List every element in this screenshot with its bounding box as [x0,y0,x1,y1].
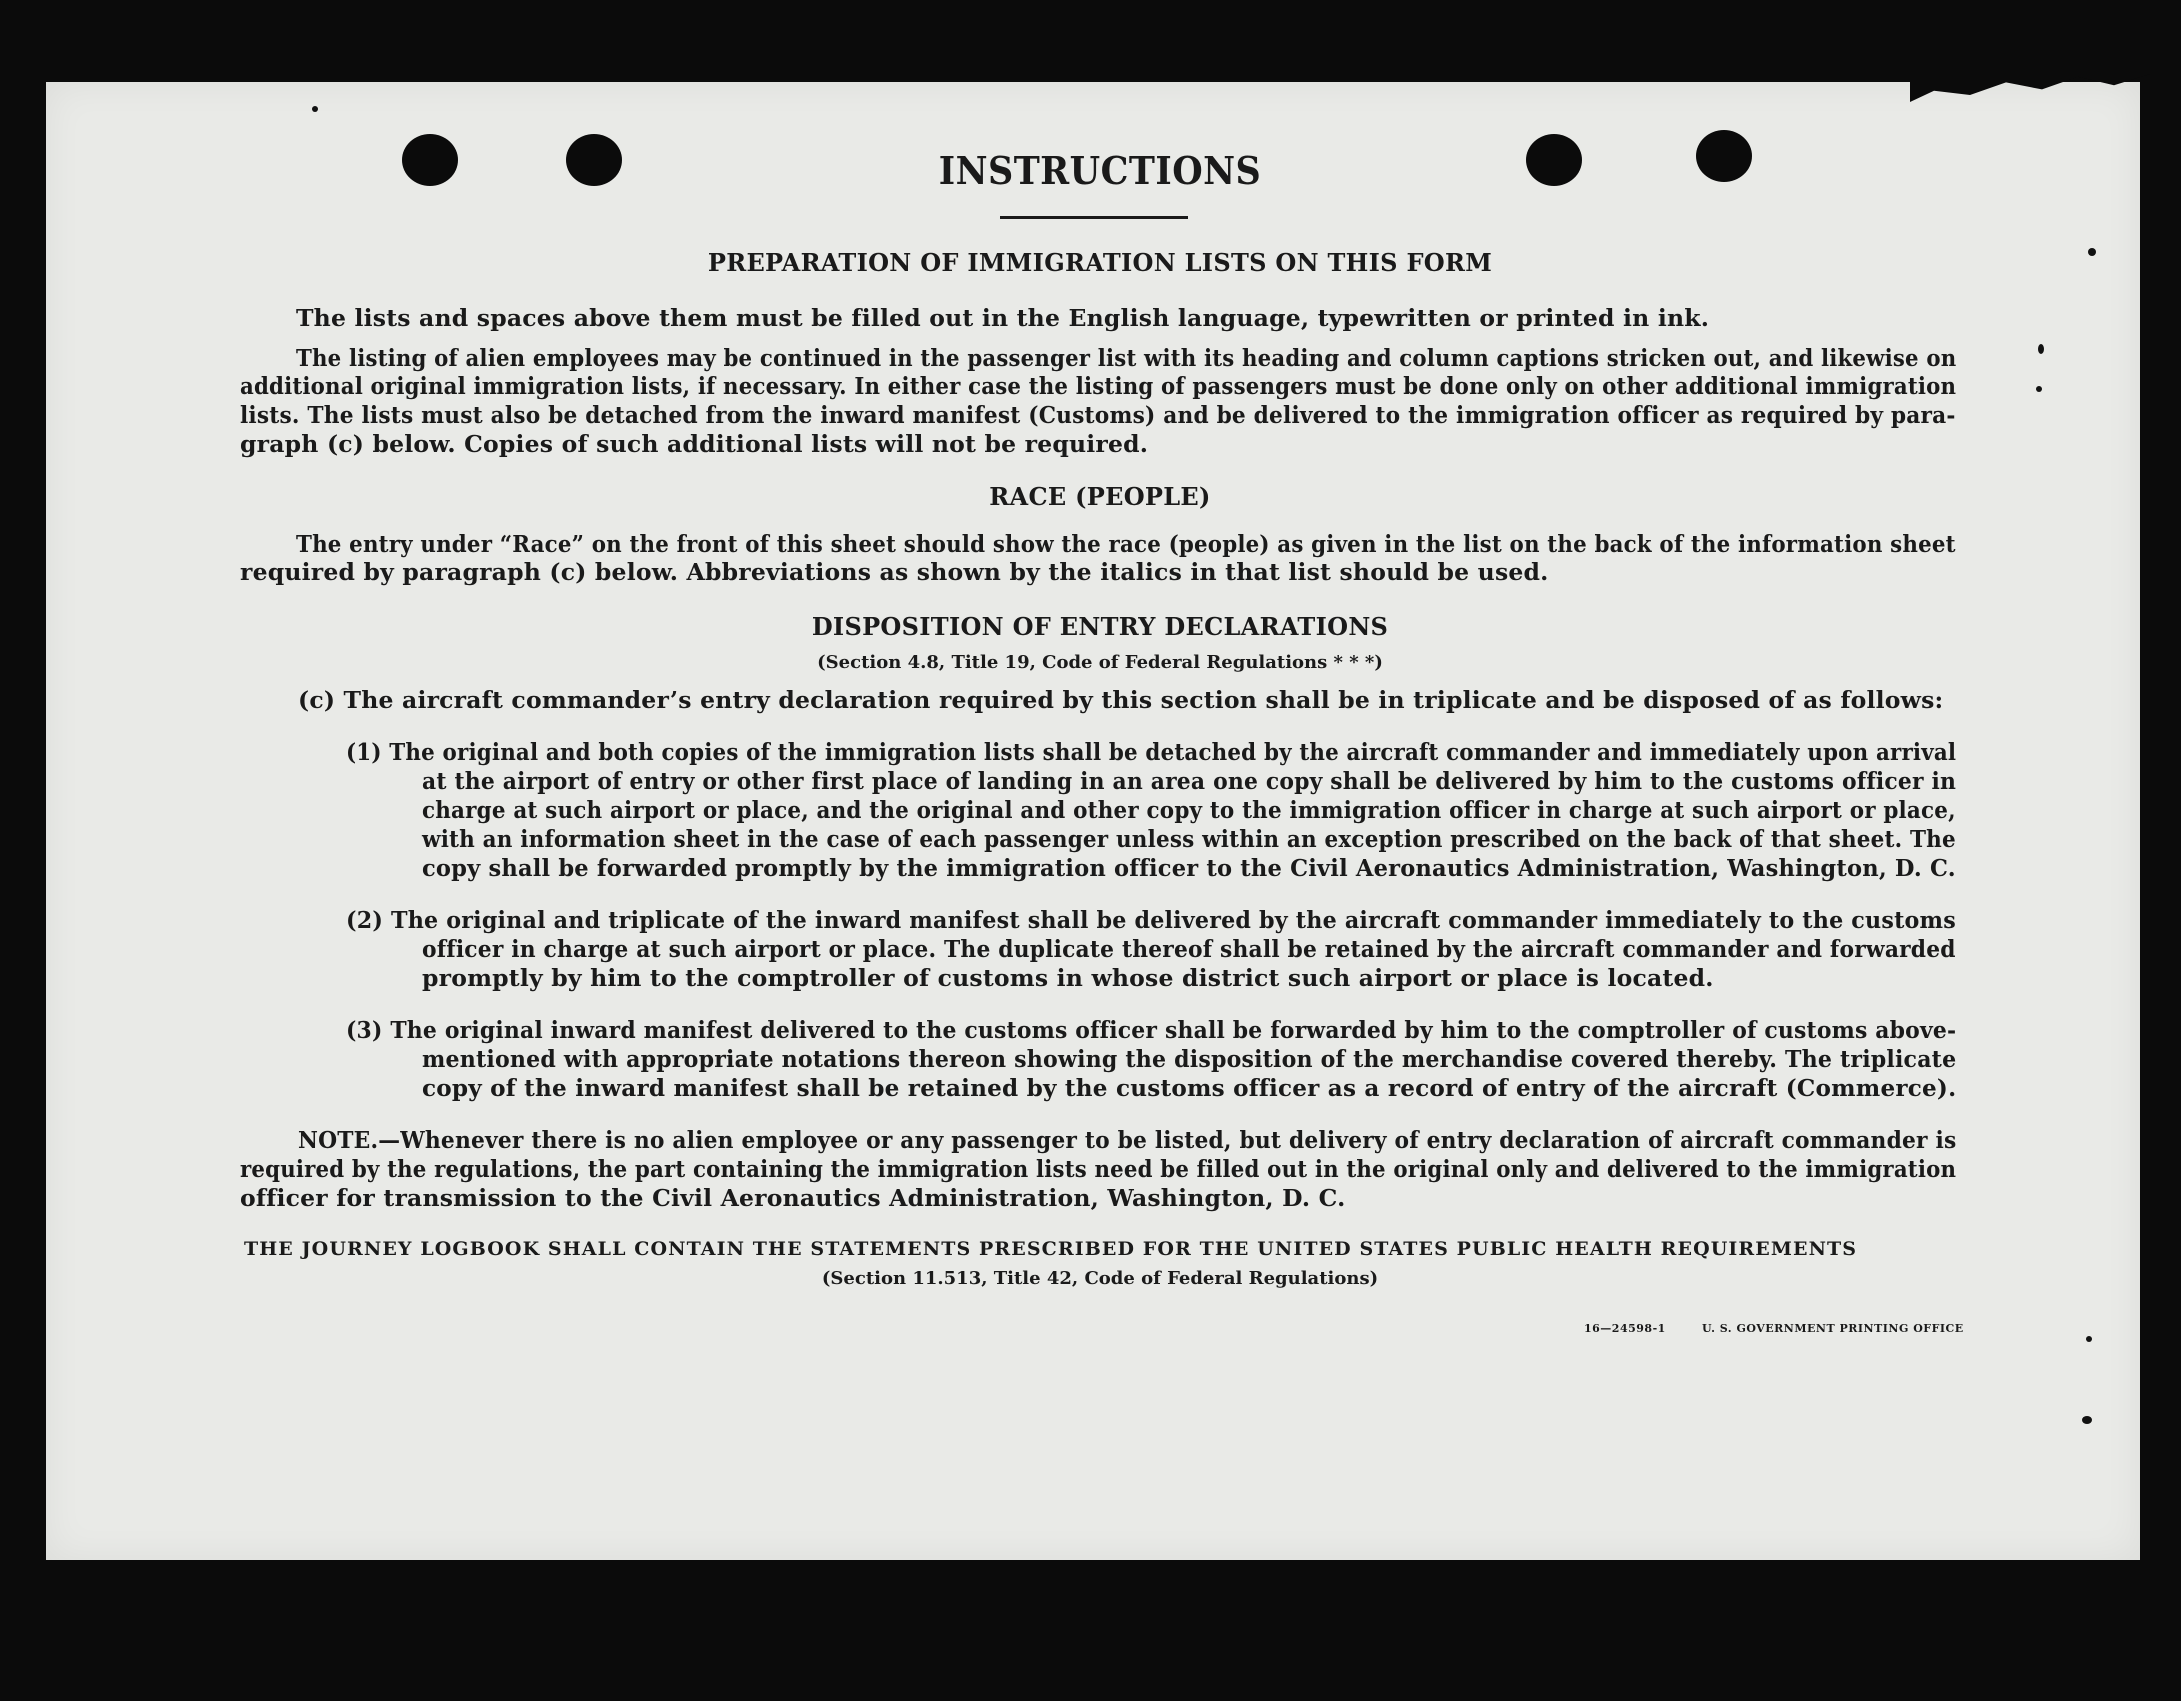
section-heading-preparation: PREPARATION OF IMMIGRATION LISTS ON THIS FORM [707,248,1493,277]
note-line: NOTE.—Whenever there is no alien employee or any passenger to be listed, but delivery of entry declaration of aircraft commander is [298,1126,1957,1154]
section-heading-disposition: DISPOSITION OF ENTRY DECLARATIONS [811,612,1389,641]
item-1-line: copy shall be forwarded promptly by the immigration officer to the Civil Aeronautics Administration, Washington, D. C. [422,854,1956,882]
print-code: 16—24598-1 [1584,1322,1666,1335]
paragraph-line: additional original immigration lists, if necessary. In either case the listing of passengers must be done only on other additional immigration [240,372,1957,400]
item-1-line: charge at such airport or place, and the original and other copy to the immigration officer in charge at such airport or place, [422,796,1956,824]
punch-hole [1526,134,1582,186]
speck [2086,1336,2092,1342]
paragraph-line: The entry under “Race” on the front of this sheet should show the race (people) as given in the list on the back of the information sheet [296,530,1956,558]
speck [312,106,318,112]
document-title: INSTRUCTIONS [938,148,1262,193]
item-3-line: (3) The original inward manifest delivered to the customs officer shall be forwarded by him to the comptroller of customs above- [346,1016,1957,1044]
footer-requirement: THE JOURNEY LOGBOOK SHALL CONTAIN THE STATEMENTS PRESCRIBED FOR THE UNITED STATES PUBLIC HEALTH REQUIREMENTS [244,1238,1858,1260]
note-line: officer for transmission to the Civil Aeronautics Administration, Washington, D. C. [240,1184,1346,1212]
section-subheading: (Section 4.8, Title 19, Code of Federal Regulations * * *) [817,652,1383,673]
item-1-line: (1) The original and both copies of the immigration lists shall be detached by the aircraft commander and immediately upon arrival [346,738,1957,766]
item-2-line: (2) The original and triplicate of the inward manifest shall be delivered by the aircraft commander immediately to the customs [346,906,1956,934]
speck [2038,344,2044,354]
paragraph-line: graph (c) below. Copies of such additional lists will not be required. [240,430,1149,458]
item-1-line: with an information sheet in the case of each passenger unless within an exception prescribed on the back of that sheet. The [422,825,1956,853]
item-3-line: mentioned with appropriate notations thereon showing the disposition of the merchandise covered thereby. The triplicate [422,1045,1957,1073]
paragraph-line: required by paragraph (c) below. Abbreviations as shown by the italics in that list should be used. [240,558,1549,586]
speck [2088,248,2096,256]
title-underline [1000,216,1188,219]
paragraph-line: The lists and spaces above them must be filled out in the English language, typewritten or printed in ink. [296,304,1710,332]
speck [2082,1416,2092,1424]
paragraph-line: The listing of alien employees may be continued in the passenger list with its heading and column captions stricken out, and likewise on [296,344,1957,372]
item-3-line: copy of the inward manifest shall be retained by the customs officer as a record of entry of the aircraft (Commerce). [422,1074,1957,1102]
punch-hole [566,134,622,186]
punch-hole [1696,130,1752,182]
item-2-line: promptly by him to the comptroller of customs in whose district such airport or place is located. [422,964,1714,992]
note-line: required by the regulations, the part containing the immigration lists need be filled out in the original only and delivered to the immigration [240,1155,1957,1183]
paragraph-line: (c) The aircraft commander’s entry declaration required by this section shall be in triplicate and be disposed of as follows: [298,686,1944,714]
item-2-line: officer in charge at such airport or place. The duplicate thereof shall be retained by the aircraft commander and forwarded [422,935,1956,963]
footer-citation: (Section 11.513, Title 42, Code of Federal Regulations) [821,1268,1379,1289]
printer-imprint: U. S. GOVERNMENT PRINTING OFFICE [1702,1322,1964,1335]
paragraph-line: lists. The lists must also be detached from the inward manifest (Customs) and be delivered to the immigration officer as required by para- [240,401,1956,429]
punch-hole [402,134,458,186]
item-1-line: at the airport of entry or other first place of landing in an area one copy shall be delivered by him to the customs officer in [422,767,1957,795]
section-heading-race: RACE (PEOPLE) [989,482,1211,511]
speck [2036,386,2042,392]
